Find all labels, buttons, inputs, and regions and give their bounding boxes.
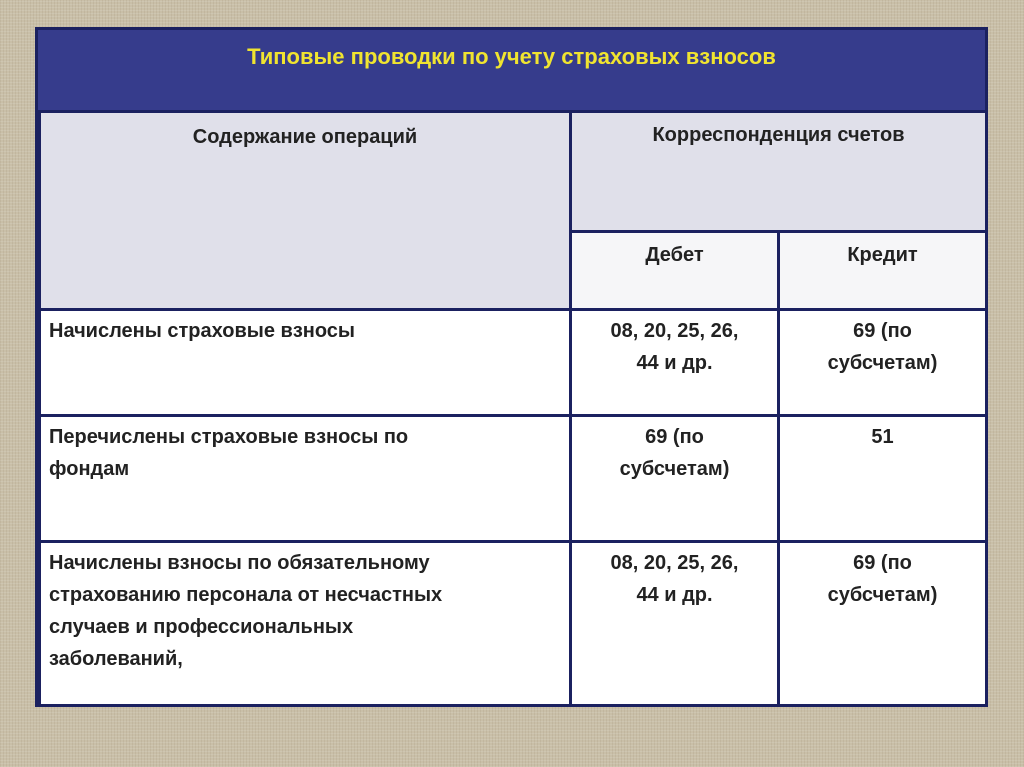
table-row — [40, 542, 987, 706]
header-correspondence: Корреспонденция счетов — [571, 112, 987, 232]
header-debit: Дебет — [571, 232, 779, 310]
credit-cell: 51 — [779, 416, 987, 542]
header-operation: Содержание операций — [40, 112, 571, 310]
operation-cell: Начислены страховые взносы — [40, 310, 571, 416]
header-row — [40, 112, 987, 232]
accounting-entries-table — [38, 110, 988, 707]
debit-cell: 69 (по субсчетам) — [571, 416, 779, 542]
operation-cell: Перечислены страховые взносы по фондам — [40, 416, 571, 542]
credit-cell: 69 (по субсчетам) — [779, 310, 987, 416]
debit-cell: 08, 20, 25, 26, 44 и др. — [571, 310, 779, 416]
debit-cell: 08, 20, 25, 26, 44 и др. — [571, 542, 779, 706]
table-row — [40, 416, 987, 542]
header-credit: Кредит — [779, 232, 987, 310]
slide-frame — [35, 27, 988, 707]
credit-cell: 69 (по субсчетам) — [779, 542, 987, 706]
slide-title: Типовые проводки по учету страховых взносов — [247, 44, 776, 69]
table-row — [40, 310, 987, 416]
operation-cell: Начислены взносы по обязательному страхованию персонала от несчастных случаев и профессиональных заболеваний, — [40, 542, 571, 706]
title-bar — [38, 30, 985, 113]
